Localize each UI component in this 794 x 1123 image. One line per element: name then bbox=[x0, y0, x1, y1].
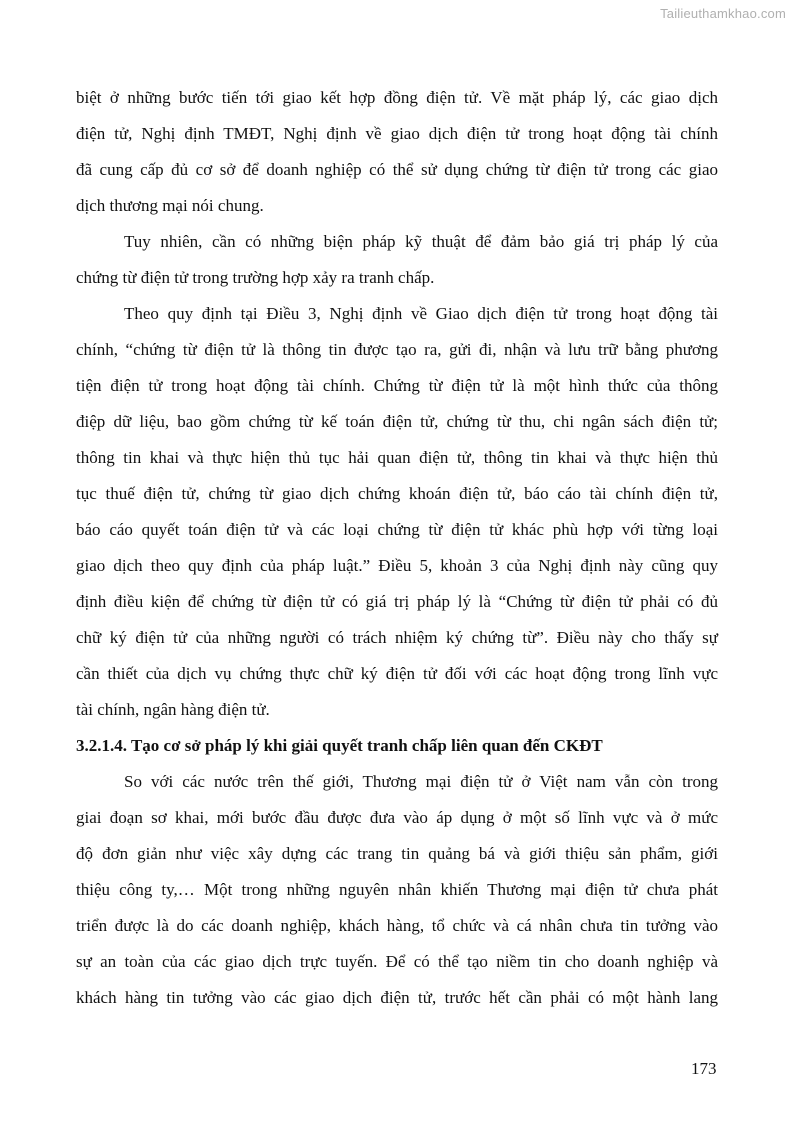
text-line: thiệu công ty,… Một trong những nguyên nhân khiến Thương mại điện tử chưa phát bbox=[76, 880, 718, 899]
text-line: thông tin khai và thực hiện thủ tục hải quan điện tử, thông tin khai và thực hiện thủ bbox=[76, 448, 718, 467]
text-line: độ đơn giản như việc xây dựng các trang tin quảng bá và giới thiệu sản phẩm, giới bbox=[76, 844, 718, 863]
text-line: triển được là do các doanh nghiệp, khách hàng, tổ chức và cá nhân chưa tin tưởng vào bbox=[76, 916, 718, 935]
page-number: 173 bbox=[691, 1059, 717, 1078]
text-line: định điều kiện để chứng từ điện tử có giá trị pháp lý là “Chứng từ điện tử phải có đủ bbox=[76, 592, 718, 611]
text-line: Tuy nhiên, cần có những biện pháp kỹ thuật để đảm bảo giá trị pháp lý của bbox=[124, 232, 718, 251]
text-line: đã cung cấp đủ cơ sở để doanh nghiệp có thể sử dụng chứng từ điện tử trong các giao bbox=[76, 160, 718, 179]
text-line: chính, “chứng từ điện tử là thông tin được tạo ra, gửi đi, nhận và lưu trữ bằng phương bbox=[76, 340, 718, 359]
document-body bbox=[76, 80, 718, 1016]
text-line: tài chính, ngân hàng điện tử. bbox=[76, 700, 270, 719]
text-line: điệp dữ liệu, bao gồm chứng từ kế toán điện tử, chứng từ thu, chi ngân sách điện tử; bbox=[76, 412, 718, 431]
text-line: sự an toàn của các giao dịch trực tuyến. Để có thể tạo niềm tin cho doanh nghiệp và bbox=[76, 952, 718, 971]
text-line: biệt ở những bước tiến tới giao kết hợp đồng điện tử. Về mặt pháp lý, các giao dịch bbox=[76, 88, 718, 107]
text-line: chữ ký điện tử của những người có trách nhiệm ký chứng từ”. Điều này cho thấy sự bbox=[76, 628, 718, 647]
text-line: giao dịch theo quy định của pháp luật.” Điều 5, khoản 3 của Nghị định này cũng quy bbox=[76, 556, 718, 575]
text-line: cần thiết của dịch vụ chứng thực chữ ký điện tử đối với các hoạt động trong lĩnh vực bbox=[76, 664, 718, 683]
text-line: báo cáo quyết toán điện tử và các loại chứng từ điện tử khác phù hợp với từng loại bbox=[76, 520, 718, 539]
text-line: khách hàng tin tưởng vào các giao dịch điện tử, trước hết cần phải có một hành lang bbox=[76, 988, 718, 1007]
text-line: So với các nước trên thế giới, Thương mại điện tử ở Việt nam vẫn còn trong bbox=[124, 772, 718, 791]
text-line: điện tử, Nghị định TMĐT, Nghị định về giao dịch điện tử trong hoạt động tài chính bbox=[76, 124, 718, 143]
text-line: Theo quy định tại Điều 3, Nghị định về Giao dịch điện tử trong hoạt động tài bbox=[124, 304, 718, 323]
text-line: tục thuế điện tử, chứng từ giao dịch chứng khoán điện tử, báo cáo tài chính điện tử, bbox=[76, 484, 718, 503]
text-line: giai đoạn sơ khai, mới bước đầu được đưa vào áp dụng ở một số lĩnh vực và ở mức bbox=[76, 808, 718, 827]
text-line: dịch thương mại nói chung. bbox=[76, 196, 264, 215]
watermark: Tailieuthamkhao.com bbox=[660, 6, 786, 21]
section-heading: 3.2.1.4. Tạo cơ sở pháp lý khi giải quyết tranh chấp liên quan đến CKĐT bbox=[76, 736, 603, 755]
text-line: chứng từ điện tử trong trường hợp xảy ra tranh chấp. bbox=[76, 268, 435, 287]
text-line: tiện điện tử trong hoạt động tài chính. Chứng từ điện tử là một hình thức của thông bbox=[76, 376, 718, 395]
